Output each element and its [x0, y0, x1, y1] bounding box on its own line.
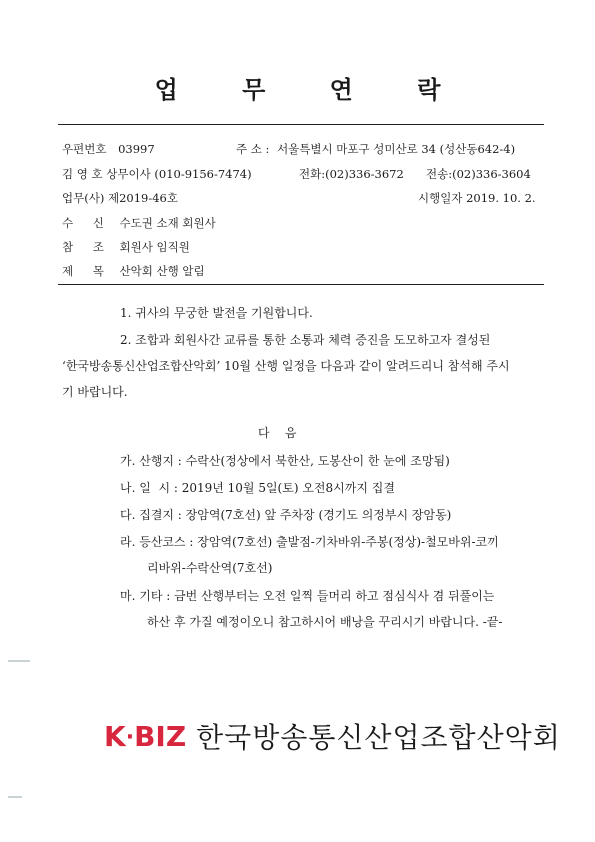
reference-label: 참 조: [62, 240, 112, 254]
postal-label: 우편번호: [62, 142, 107, 156]
fax-number: 전송:(02)336-3604: [426, 167, 531, 181]
footer-logo: [104, 719, 561, 753]
paragraph-2-line-2: ‘한국방송통신산업조합산악회’ 10월 산행 일정을 다음과 같이 알려드리니 참석해 주시: [62, 359, 510, 373]
detail-item-misc-line-2: 하산 후 가질 예정이오니 참고하시어 배낭을 꾸리시기 바랍니다. -끝-: [147, 615, 503, 629]
kbiz-logo: [104, 720, 186, 753]
detail-item-datetime: 나. 일 시 : 2019년 10월 5일(토) 오전8시까지 집결: [120, 481, 395, 495]
detail-item-location: 가. 산행지 : 수락산(정상에서 북한산, 도봉산이 한 눈에 조망됨): [120, 454, 450, 468]
detail-item-misc-line-1: 마. 기타 : 금번 산행부터는 오전 일찍 들머리 하고 점심식사 겸 뒤풀이는: [120, 589, 495, 603]
recipient-row: [62, 215, 216, 231]
reference-row: [62, 239, 190, 255]
detail-item-course-line-1: 라. 등산코스 : 장암역(7호선) 출발점-기차바위-주봉(정상)-철모바위-코끼: [120, 535, 499, 549]
paragraph-1: 1. 귀사의 무궁한 발전을 기원합니다.: [120, 306, 313, 320]
scan-mark: [8, 796, 22, 798]
issue-date: 시행일자 2019. 10. 2.: [418, 191, 536, 205]
address-text: 서울특별시 마포구 성미산로 34 (성산동642-4): [277, 142, 516, 156]
kbiz-logo-dot: ·: [125, 724, 135, 750]
organization-name: 한국방송통신산업조합산악회: [196, 721, 561, 754]
detail-item-course-line-2: 리바위-수락산역(7호선): [147, 561, 273, 575]
address-row: [236, 141, 515, 157]
phone-number: 전화:(02)336-3672: [299, 167, 404, 181]
details-heading: 다 음: [258, 426, 297, 440]
kbiz-logo-biz: BIZ: [134, 719, 187, 753]
top-divider: [58, 124, 544, 125]
subject-row: [62, 263, 205, 279]
contact-person: 김 영 호 상무이사 (010-9156-7474): [62, 167, 252, 181]
document-title: 업 무 연 락: [154, 75, 469, 104]
document-number: 업무(사) 제2019-46호: [62, 191, 178, 205]
recipient-value: 수도권 소재 회원사: [119, 216, 216, 230]
kbiz-logo-k: K: [104, 719, 126, 753]
scan-mark: [8, 660, 30, 662]
detail-item-meeting-point: 다. 집결지 : 장암역(7호선) 앞 주차장 (경기도 의정부시 장암동): [120, 508, 452, 522]
subject-value: 산악회 산행 알림: [119, 264, 205, 278]
recipient-label: 수 신: [62, 216, 112, 230]
paragraph-2-line-3: 기 바랍니다.: [62, 385, 128, 399]
routing-divider: [58, 284, 544, 285]
subject-label: 제 목: [62, 264, 112, 278]
postal-code: 03997: [118, 142, 155, 156]
address-label: 주 소 :: [236, 142, 270, 156]
reference-value: 회원사 임직원: [119, 240, 190, 254]
postal-row: [62, 141, 155, 157]
paragraph-2-line-1: 2. 조합과 회원사간 교류를 통한 소통과 체력 증진을 도모하고자 결성된: [120, 333, 491, 347]
